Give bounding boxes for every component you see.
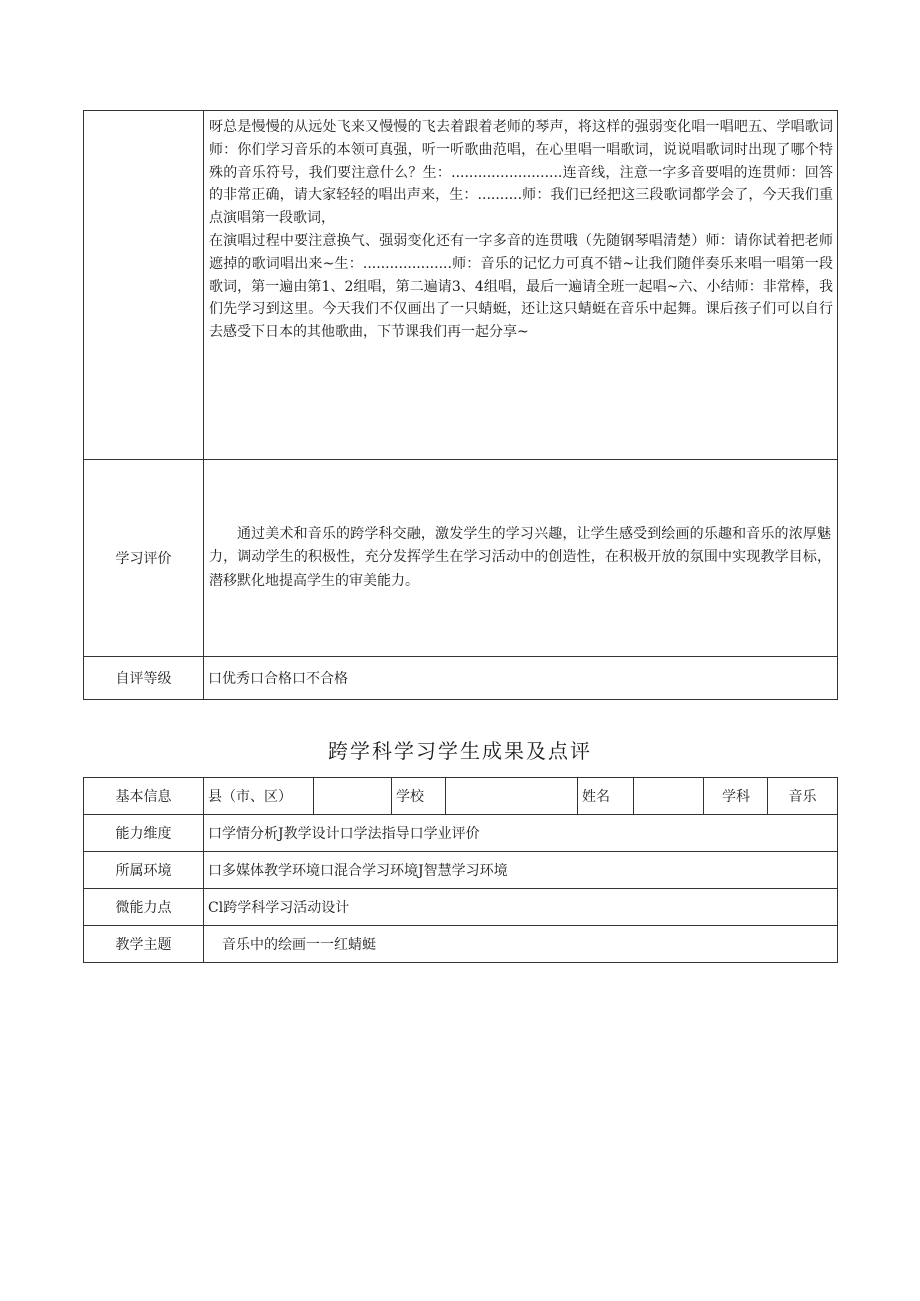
subject-value: 音乐 [768, 778, 838, 815]
ability-row [84, 815, 838, 852]
eval-label: 学习评价 [84, 460, 204, 657]
county-value[interactable] [314, 778, 392, 815]
micro-row [84, 889, 838, 926]
grade-value: 口优秀口合格口不合格 [204, 657, 838, 700]
env-row [84, 852, 838, 889]
ability-value: 口学情分析J教学设计口学法指导口学业评价 [204, 815, 838, 852]
env-value: 口多媒体教学环境口混合学习环境J智慧学习环境 [204, 852, 838, 889]
lesson-table [83, 110, 838, 700]
page-title: 跨学科学习学生成果及点评 [328, 739, 592, 763]
eval-content-cell [204, 460, 838, 657]
eval-row [84, 460, 838, 657]
process-content-cell [204, 111, 838, 460]
theme-value: 音乐中的绘画一一红蜻蜓 [204, 926, 838, 963]
county-label: 县（市、区） [204, 778, 314, 815]
env-label: 所属环境 [84, 852, 204, 889]
subject-label: 学科 [704, 778, 768, 815]
ability-label: 能力维度 [84, 815, 204, 852]
theme-row [84, 926, 838, 963]
info-table [83, 777, 838, 963]
school-label: 学校 [392, 778, 446, 815]
micro-value: Cl跨学科学习活动设计 [204, 889, 838, 926]
basic-info-row [84, 778, 838, 815]
theme-label: 教学主题 [84, 926, 204, 963]
school-value[interactable] [446, 778, 578, 815]
eval-text: 通过美术和音乐的跨学科交融，激发学生的学习兴趣，让学生感受到绘画的乐趣和音乐的浓厚魅力，调动学生的积极性，充分发挥学生在学习活动中的创造性，在积极开放的氛围中实现教学目标，潜移默化地提高学生的审美能力。 [209, 525, 831, 589]
basic-info-label: 基本信息 [84, 778, 204, 815]
process-label-cell [84, 111, 204, 460]
grade-row [84, 657, 838, 700]
name-label: 姓名 [578, 778, 634, 815]
grade-label: 自评等级 [84, 657, 204, 700]
process-text: 呀总是慢慢的从远处飞来又慢慢的飞去着跟着老师的琴声，将这样的强弱变化唱一唱吧五、学唱歌词师：你们学习音乐的本领可真强，听一听歌曲范唱，在心里唱一唱歌词，说说唱歌词时出现了哪个特殊的音乐符号，我们要注意什么？生：.........................连音线，注意一字多音要唱的连贯师：回答的非常正确，请大家轻轻的唱出声来，生：..........师：我们已经把这三段歌词都学会了，今天我们重点演唱第一段歌词， [209, 119, 833, 227]
micro-label: 微能力点 [84, 889, 204, 926]
name-value[interactable] [634, 778, 704, 815]
process-text-2: 在演唱过程中要注意换气、强弱变化还有一字多音的连贯哦（先随钢琴唱清楚）师：请你试着把老师遮掉的歌词唱出来~生：....................师：音乐的记忆力可真不错~让我们随伴奏乐来唱一唱第一段歌词，第一遍由第1、2组唱，第二遍请3、4组唱，最后一遍请全班一起唱~六、小结师：非常棒，我们先学习到这里。今天我们不仅画出了一只蜻蜓，还让这只蜻蜓在音乐中起舞。课后孩子们可以自行去感受下日本的其他歌曲，下节课我们再一起分享~ [209, 232, 833, 341]
process-row [84, 111, 838, 460]
